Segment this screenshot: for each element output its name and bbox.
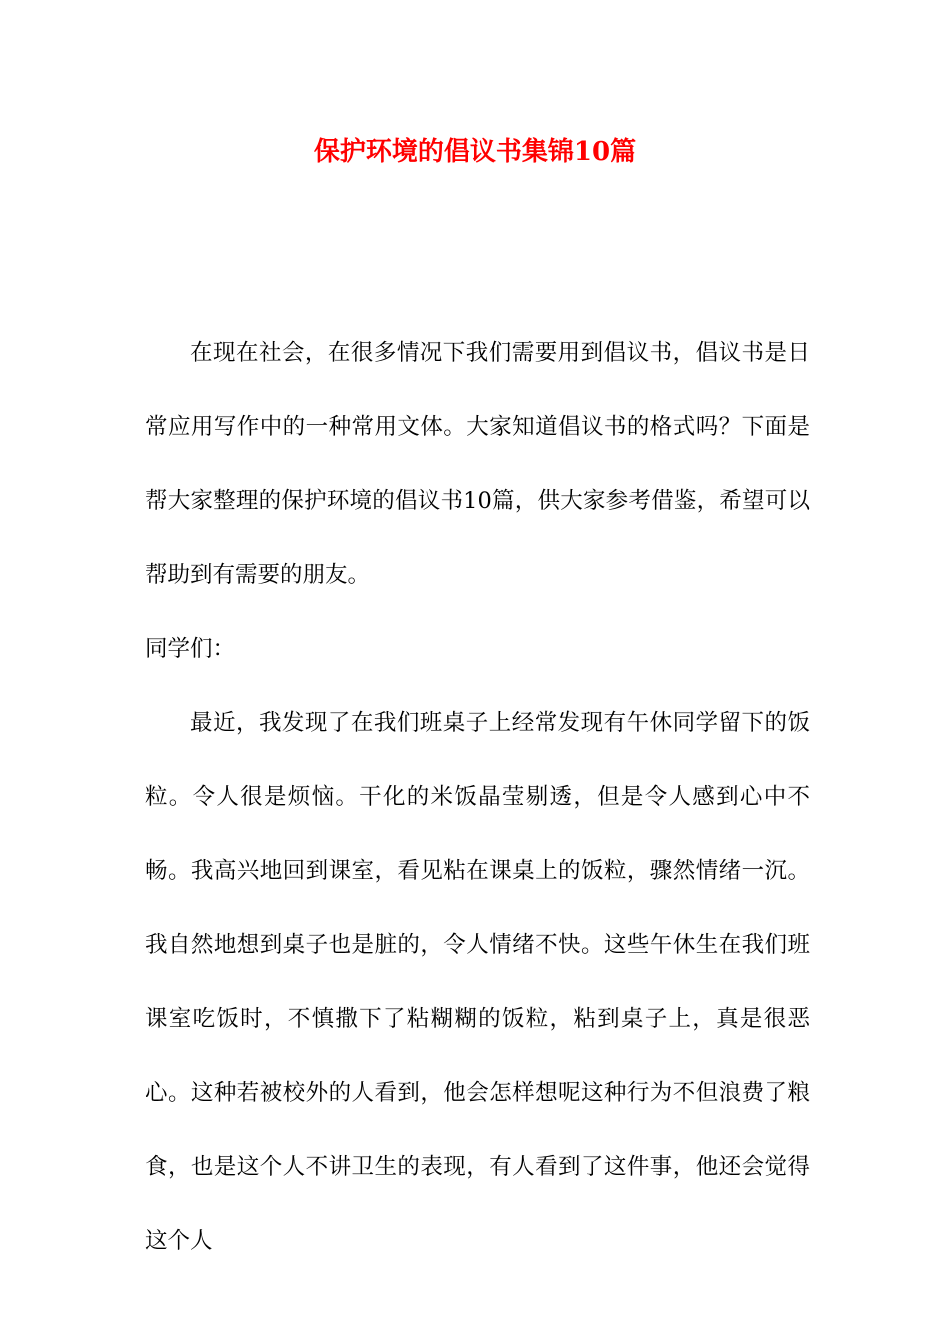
document-title: 保护环境的倡议书集锦10篇 — [313, 137, 637, 167]
intro-paragraph: 在现在社会，在很多情况下我们需要用到倡议书，倡议书是日常应用写作中的一种常用文体。大家知道倡议书的格式吗？下面是帮大家整理的保护环境的倡议书10篇，供大家参考借鉴，希望可以帮助到有需要的朋友。 — [145, 340, 810, 588]
salutation: 同学们： — [145, 636, 236, 662]
document-body — [145, 316, 810, 1278]
body-paragraph: 最近，我发现了在我们班桌子上经常发现有午休同学留下的饭粒。令人很是烦恼。干化的米饭晶莹剔透，但是令人感到心中不畅。我高兴地回到课室，看见粘在课桌上的饭粒，骤然情绪一沉。我自然地想到桌子也是脏的，令人情绪不快。这些午休生在我们班课室吃饭时，不慎撒下了粘糊糊的饭粒，粘到桌子上，真是很恶心。这种若被校外的人看到，他会怎样想呢这种行为不但浪费了粮食，也是这个人不讲卫生的表现，有人看到了这件事，他还会觉得这个人 — [145, 710, 810, 1254]
